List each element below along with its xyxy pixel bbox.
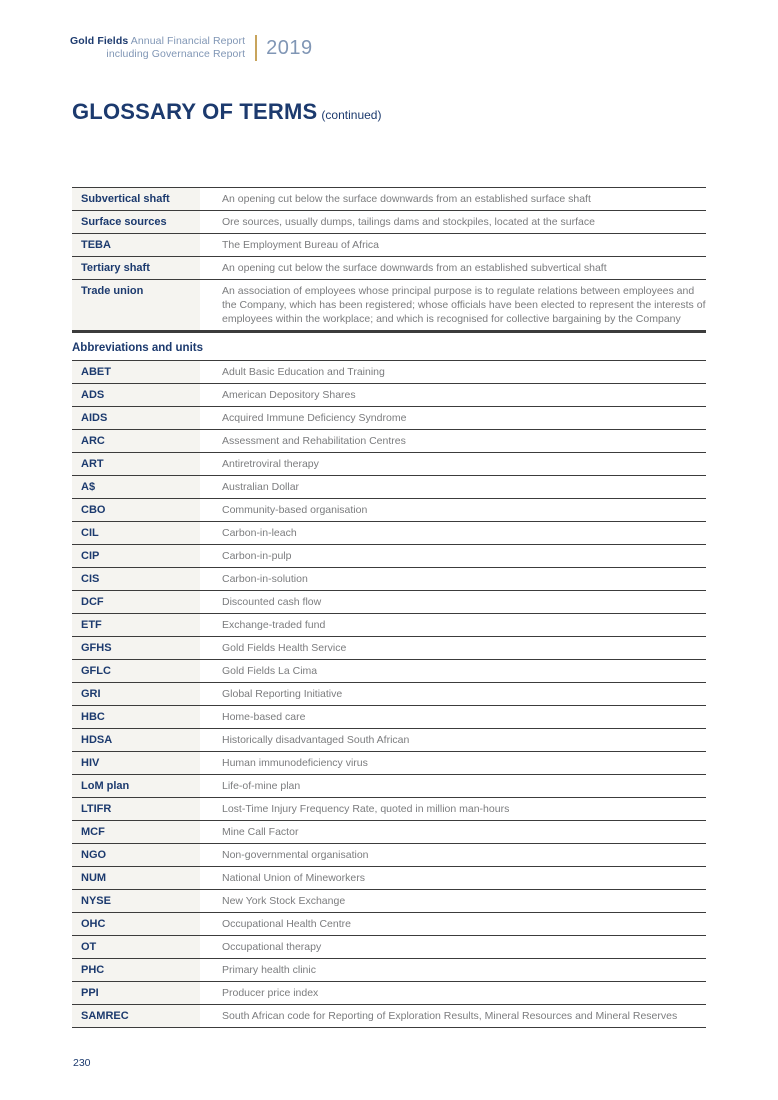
glossary-row bbox=[72, 188, 706, 211]
glossary-definition: Human immunodeficiency virus bbox=[222, 757, 368, 769]
glossary-row bbox=[72, 591, 706, 614]
glossary-definition: Occupational Health Centre bbox=[222, 918, 351, 930]
glossary-definition: Ore sources, usually dumps, tailings dams and stockpiles, located at the surface bbox=[222, 216, 595, 228]
glossary-term: ABET bbox=[72, 361, 200, 383]
glossary-definition: Lost-Time Injury Frequency Rate, quoted in million man-hours bbox=[222, 803, 510, 815]
glossary-definition: Adult Basic Education and Training bbox=[222, 366, 385, 378]
glossary-term: A$ bbox=[72, 476, 200, 498]
glossary-term: OT bbox=[72, 936, 200, 958]
glossary-row bbox=[72, 384, 706, 407]
report-title-line1 bbox=[70, 35, 245, 48]
glossary-definition: Global Reporting Initiative bbox=[222, 688, 343, 700]
glossary-term: HDSA bbox=[72, 729, 200, 751]
report-title-line2: including Governance Report bbox=[106, 48, 246, 60]
glossary-term: PHC bbox=[72, 959, 200, 981]
glossary-term: NUM bbox=[72, 867, 200, 889]
glossary-term: CIL bbox=[72, 522, 200, 544]
glossary-row bbox=[72, 867, 706, 890]
glossary-row bbox=[72, 614, 706, 637]
glossary-term: GFHS bbox=[72, 637, 200, 659]
glossary-term: TEBA bbox=[72, 234, 200, 256]
glossary-definition: National Union of Mineworkers bbox=[222, 872, 365, 884]
glossary-row bbox=[72, 752, 706, 775]
glossary-row bbox=[72, 407, 706, 430]
page-title bbox=[72, 99, 381, 125]
glossary-definition: Australian Dollar bbox=[222, 481, 300, 493]
glossary-definition: An association of employees whose principal purpose is to regulate relations between employees and the Company, which has been registered; whose officials have been elected to represent the interests of employees within the workplace; and which is recognised for collective bargaining by the Company bbox=[222, 285, 706, 325]
glossary-definition: Discounted cash flow bbox=[222, 596, 322, 608]
glossary-row bbox=[72, 280, 706, 333]
glossary-term: CIP bbox=[72, 545, 200, 567]
glossary-row bbox=[72, 775, 706, 798]
glossary-row bbox=[72, 890, 706, 913]
report-year: 2019 bbox=[266, 36, 313, 59]
glossary-row bbox=[72, 476, 706, 499]
glossary-row bbox=[72, 453, 706, 476]
glossary-term: SAMREC bbox=[72, 1005, 200, 1027]
glossary-abbreviations-table bbox=[72, 360, 706, 1028]
glossary-term: HIV bbox=[72, 752, 200, 774]
glossary-definition: Mine Call Factor bbox=[222, 826, 299, 838]
report-title-rest: Annual Financial Report bbox=[128, 35, 246, 47]
glossary-definition: Producer price index bbox=[222, 987, 319, 999]
page-title-main: GLOSSARY OF TERMS bbox=[72, 99, 318, 124]
glossary-definition: Gold Fields Health Service bbox=[222, 642, 347, 654]
glossary-term: MCF bbox=[72, 821, 200, 843]
glossary-definition: The Employment Bureau of Africa bbox=[222, 239, 379, 251]
glossary-term: DCF bbox=[72, 591, 200, 613]
glossary-row bbox=[72, 499, 706, 522]
glossary-row bbox=[72, 430, 706, 453]
brand-name: Gold Fields bbox=[70, 35, 129, 47]
glossary-row bbox=[72, 211, 706, 234]
glossary-definition: Gold Fields La Cima bbox=[222, 665, 318, 677]
glossary-row bbox=[72, 821, 706, 844]
glossary-definition: New York Stock Exchange bbox=[222, 895, 346, 907]
glossary-term: ADS bbox=[72, 384, 200, 406]
glossary-definition: Primary health clinic bbox=[222, 964, 316, 976]
glossary-definition: Carbon-in-solution bbox=[222, 573, 308, 585]
glossary-definition: Antiretroviral therapy bbox=[222, 458, 319, 470]
header-divider-bar bbox=[255, 35, 257, 61]
glossary-term: ARC bbox=[72, 430, 200, 452]
glossary-content bbox=[72, 187, 706, 1028]
glossary-term: GRI bbox=[72, 683, 200, 705]
glossary-row bbox=[72, 913, 706, 936]
glossary-row bbox=[72, 234, 706, 257]
glossary-definition: Acquired Immune Deficiency Syndrome bbox=[222, 412, 407, 424]
glossary-terms-table bbox=[72, 187, 706, 333]
glossary-term: Subvertical shaft bbox=[72, 188, 200, 210]
glossary-definition: An opening cut below the surface downwards from an established subvertical shaft bbox=[222, 262, 607, 274]
glossary-row bbox=[72, 683, 706, 706]
section-heading-abbreviations: Abbreviations and units bbox=[72, 342, 203, 354]
glossary-term: LoM plan bbox=[72, 775, 200, 797]
glossary-row bbox=[72, 1005, 706, 1028]
glossary-term: OHC bbox=[72, 913, 200, 935]
glossary-term: AIDS bbox=[72, 407, 200, 429]
report-header-text bbox=[70, 35, 245, 61]
glossary-definition: Carbon-in-leach bbox=[222, 527, 297, 539]
page-title-continued: (continued) bbox=[321, 108, 382, 122]
glossary-row bbox=[72, 545, 706, 568]
glossary-term: ETF bbox=[72, 614, 200, 636]
glossary-definition: Life-of-mine plan bbox=[222, 780, 301, 792]
glossary-term: Tertiary shaft bbox=[72, 257, 200, 279]
glossary-term: NYSE bbox=[72, 890, 200, 912]
glossary-definition: Non-governmental organisation bbox=[222, 849, 369, 861]
glossary-term: CBO bbox=[72, 499, 200, 521]
glossary-row bbox=[72, 568, 706, 591]
report-header bbox=[70, 35, 313, 61]
glossary-definition: Community-based organisation bbox=[222, 504, 368, 516]
glossary-definition: Occupational therapy bbox=[222, 941, 322, 953]
glossary-row bbox=[72, 660, 706, 683]
glossary-row bbox=[72, 257, 706, 280]
glossary-row bbox=[72, 706, 706, 729]
glossary-term: NGO bbox=[72, 844, 200, 866]
glossary-definition: Exchange-traded fund bbox=[222, 619, 326, 631]
glossary-row bbox=[72, 637, 706, 660]
glossary-row bbox=[72, 959, 706, 982]
glossary-term: LTIFR bbox=[72, 798, 200, 820]
glossary-row bbox=[72, 361, 706, 384]
glossary-term: HBC bbox=[72, 706, 200, 728]
glossary-definition: American Depository Shares bbox=[222, 389, 356, 401]
glossary-term: ART bbox=[72, 453, 200, 475]
glossary-term: GFLC bbox=[72, 660, 200, 682]
glossary-definition: Assessment and Rehabilitation Centres bbox=[222, 435, 406, 447]
glossary-row bbox=[72, 844, 706, 867]
page-number: 230 bbox=[73, 1057, 91, 1069]
glossary-definition: South African code for Reporting of Exploration Results, Mineral Resources and Mineral Reserves bbox=[222, 1010, 678, 1022]
glossary-row bbox=[72, 936, 706, 959]
glossary-term: Trade union bbox=[72, 280, 200, 330]
glossary-term: PPI bbox=[72, 982, 200, 1004]
glossary-term: CIS bbox=[72, 568, 200, 590]
glossary-definition: Historically disadvantaged South African bbox=[222, 734, 410, 746]
glossary-definition: Carbon-in-pulp bbox=[222, 550, 292, 562]
glossary-row bbox=[72, 729, 706, 752]
glossary-row bbox=[72, 522, 706, 545]
glossary-definition: An opening cut below the surface downwards from an established surface shaft bbox=[222, 193, 591, 205]
glossary-term: Surface sources bbox=[72, 211, 200, 233]
glossary-row bbox=[72, 798, 706, 821]
glossary-definition: Home-based care bbox=[222, 711, 306, 723]
glossary-row bbox=[72, 982, 706, 1005]
